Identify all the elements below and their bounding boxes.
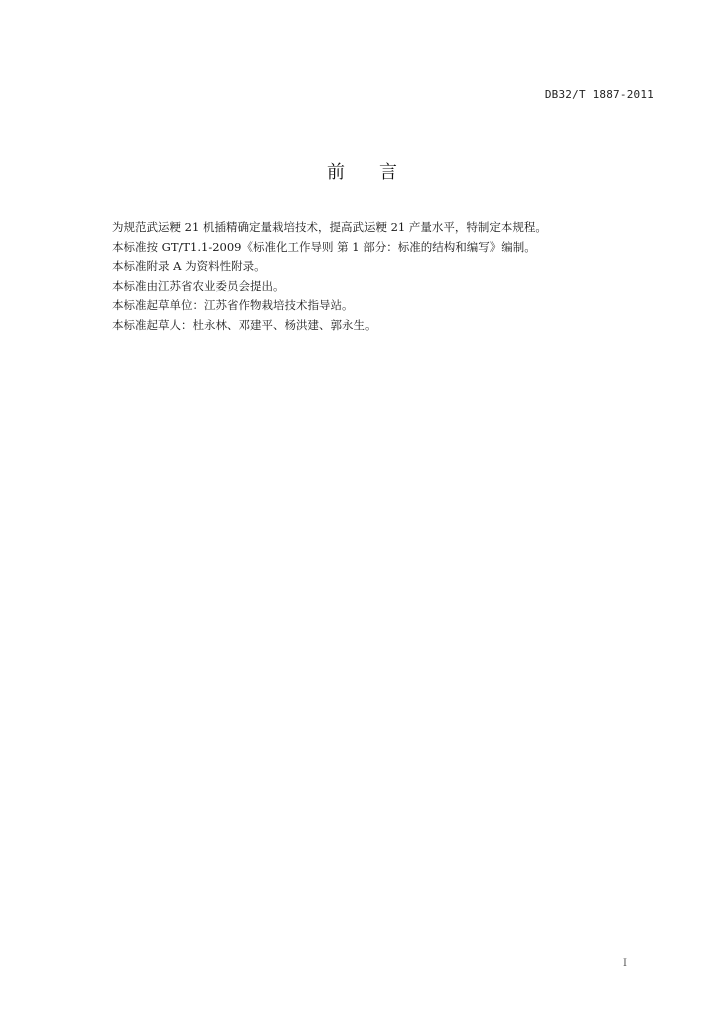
foreword-line: 本标准按 GT/T1.1-2009《标准化工作导则 第 1 部分：标准的结构和编写》编制。 bbox=[112, 239, 536, 254]
section-title bbox=[0, 158, 724, 184]
foreword-body bbox=[112, 218, 672, 335]
foreword-line: 本标准附录 A 为资料性附录。 bbox=[112, 259, 266, 273]
foreword-line: 本标准起草人：杜永林、邓建平、杨洪建、郭永生。 bbox=[112, 317, 377, 332]
page-number: I bbox=[623, 958, 627, 969]
title-char-2: 言 bbox=[379, 162, 397, 183]
document-code: DB32/T 1887-2011 bbox=[544, 88, 654, 101]
foreword-line: 为规范武运粳 21 机插精确定量栽培技术，提高武运粳 21 产量水平，特制定本规程。 bbox=[112, 220, 547, 234]
foreword-line: 本标准起草单位：江苏省作物栽培技术指导站。 bbox=[112, 298, 354, 312]
title-char-1: 前 bbox=[327, 162, 345, 183]
foreword-line: 本标准由江苏省农业委员会提出。 bbox=[112, 278, 285, 293]
